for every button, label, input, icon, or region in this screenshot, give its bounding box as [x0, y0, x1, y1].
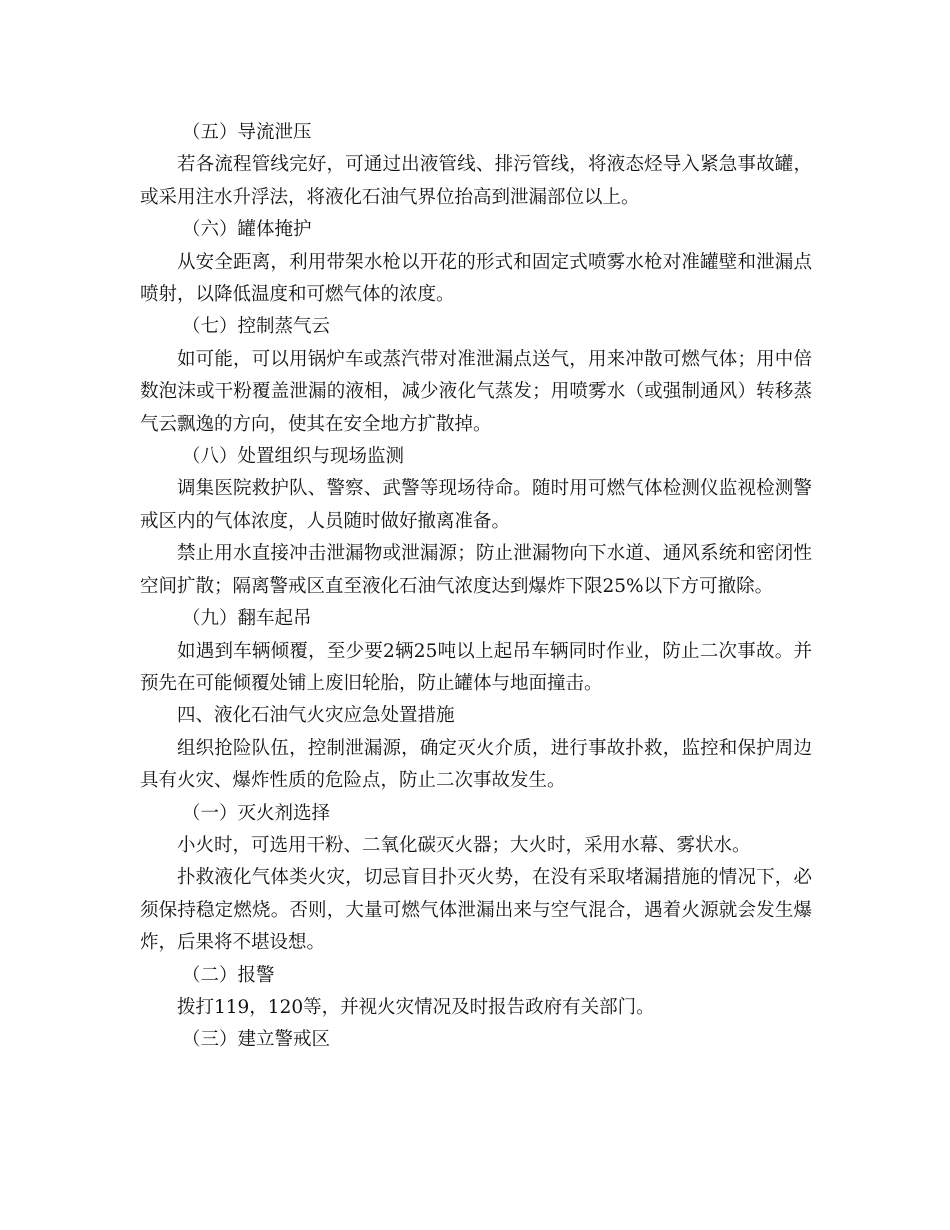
paragraph-isolation: 禁止用水直接冲击泄漏物或泄漏源；防止泄漏物向下水道、通风系统和密闭性空间扩散；隔离警戒区直至液化石油气浓度达到爆炸下限25%以下方可撤除。: [140, 543, 812, 597]
section-heading-lifting: （九）翻车起吊: [182, 608, 312, 630]
paragraph-extinguisher-choice: 小火时，可选用干粉、二氧化碳灭火器；大火时，采用水幕、雾状水。: [177, 834, 751, 856]
paragraph-vapor-cloud: 如可能，可以用锅炉车或蒸汽带对准泄漏点送气，用来冲散可燃气体；用中倍数泡沫或干粉覆盖泄漏的液相，减少液化气蒸发；用喷雾水（或强制通风）转移蒸气云飘逸的方向，使其在安全地方扩散掉。: [140, 348, 812, 435]
paragraph-tank-cover: 从安全距离，利用带架水枪以开花的形式和固定式喷雾水枪对准罐壁和泄漏点喷射，以降低温度和可燃气体的浓度。: [140, 251, 812, 306]
paragraph-stable-burning: 扑救液化气体类火灾，切忌盲目扑灭火势，在没有采取堵漏措施的情况下，必须保持稳定燃烧。否则，大量可燃气体泄漏出来与空气混合，遇着火源就会发生爆炸，后果将不堪设想。: [140, 867, 812, 954]
section-heading-diversion: （五）导流泄压: [182, 122, 312, 143]
section-heading-vapor-cloud: （七）控制蒸气云: [182, 316, 331, 338]
section-heading-cordon: （三）建立警戒区: [182, 1029, 331, 1051]
paragraph-monitoring: 调集医院救护队、警察、武警等现场待命。随时用可燃气体检测仪监视检测警戒区内的气体浓度，人员随时做好撤离准备。: [140, 478, 812, 532]
paragraph-alarm: 拨打119，120等，并视火灾情况及时报告政府有关部门。: [177, 996, 655, 1018]
section-heading-tank-cover: （六）罐体掩护: [182, 219, 312, 241]
section-heading-monitoring: （八）处置组织与现场监测: [182, 446, 405, 468]
section-heading-alarm: （二）报警: [182, 964, 275, 986]
paragraph-fire-response: 组织抢险队伍，控制泄漏源，确定灭火介质，进行事故扑救，监控和保护周边具有火灾、爆炸性质的危险点，防止二次事故发生。: [140, 737, 812, 792]
paragraph-lifting: 如遇到车辆倾覆，至少要2辆25吨以上起吊车辆同时作业，防止二次事故。并预先在可能倾覆处铺上废旧轮胎，防止罐体与地面撞击。: [140, 640, 812, 694]
document-body: [140, 117, 812, 1057]
section-heading-extinguisher: （一）灭火剂选择: [182, 802, 331, 824]
paragraph-diversion: 若各流程管线完好，可通过出液管线、排污管线，将液态烃导入紧急事故罐，或采用注水升浮法，将液化石油气界位抬高到泄漏部位以上。: [140, 154, 812, 208]
chapter-heading-fire-response: 四、液化石油气火灾应急处置措施: [177, 705, 455, 727]
